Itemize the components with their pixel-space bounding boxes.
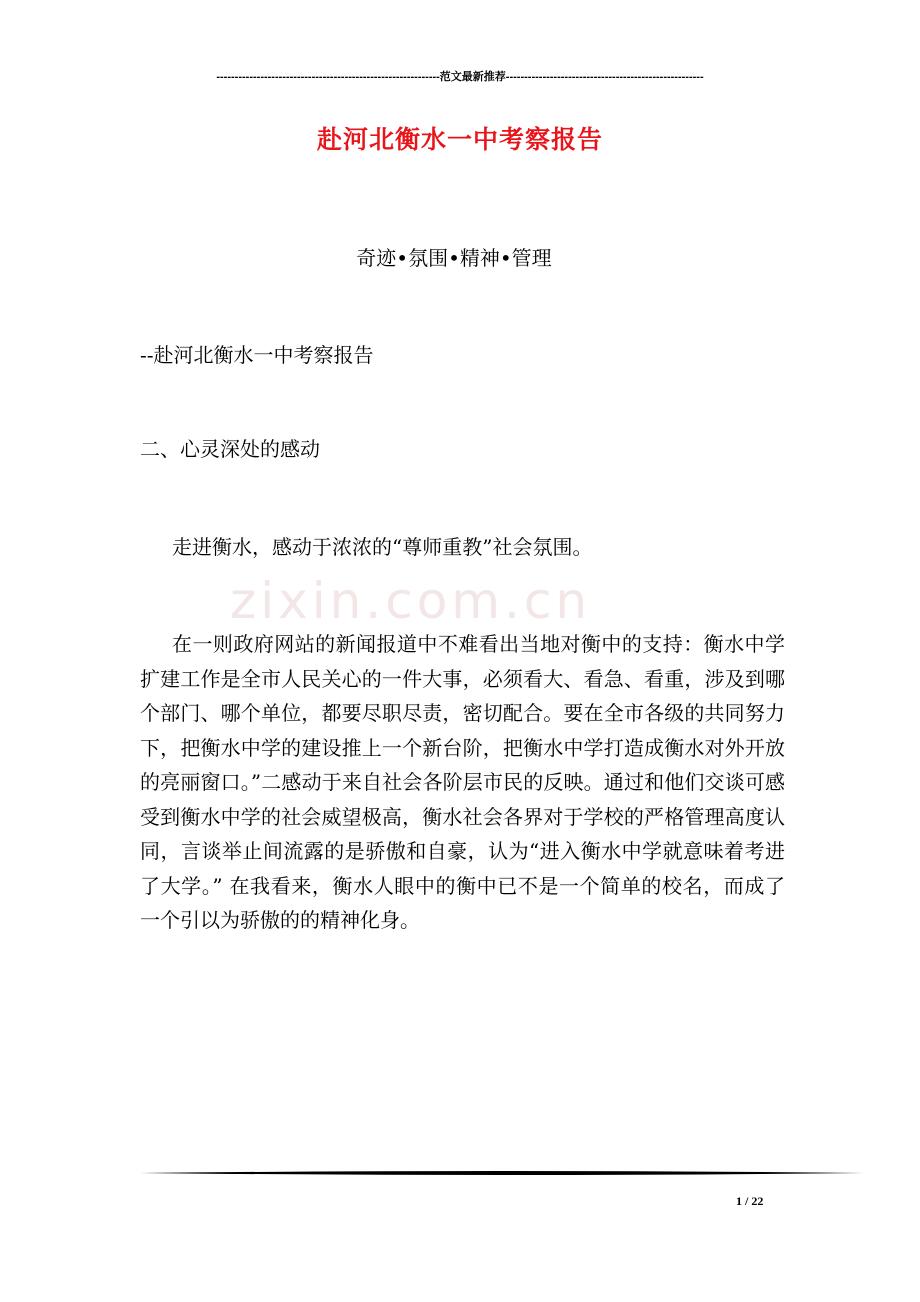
- body-paragraph: 在一则政府网站的新闻报道中不难看出当地对衡中的支持：衡水中学扩建工作是全市人民关心的一件大事，必须看大、看急、看重，涉及到哪个部门、哪个单位，都要尽职尽责，密切配合。要在全市各级的共同努力下，把衡水中学的建设推上一个新台阶，把衡水中学打造成衡水对外开放的亮丽窗口。”二感动于来自社会各阶层市民的反映。通过和他们交谈可感受到衡水中学的社会威望极高，衡水社会各界对于学校的严格管理高度认同，言谈举止间流露的是骄傲和自豪，认为“进入衡水中学就意味着考进了大学。” 在我看来，衡水人眼中的衡中已不是一个简单的校名，而成了一个引以为骄傲的的精神化身。: [140, 632, 785, 932]
- footer-rule: [140, 1168, 864, 1178]
- section-heading: 二、心灵深处的感动: [140, 437, 320, 461]
- page-indicator: 1 / 22: [736, 1194, 764, 1208]
- watermark: zixin.com.cn: [230, 572, 592, 630]
- document-subtitle: 奇迹•氛围•精神•管理: [356, 246, 552, 270]
- document-byline: --赴河北衡水一中考察报告: [140, 343, 374, 367]
- lead-paragraph: 走进衡水，感动于浓浓的“尊师重教”社会氛围。: [172, 535, 593, 559]
- document-title: 赴河北衡水一中考察报告: [316, 125, 603, 154]
- header-banner: -------------------------------------------------------------范文最新推荐------------------------------------------------------: [216, 71, 704, 83]
